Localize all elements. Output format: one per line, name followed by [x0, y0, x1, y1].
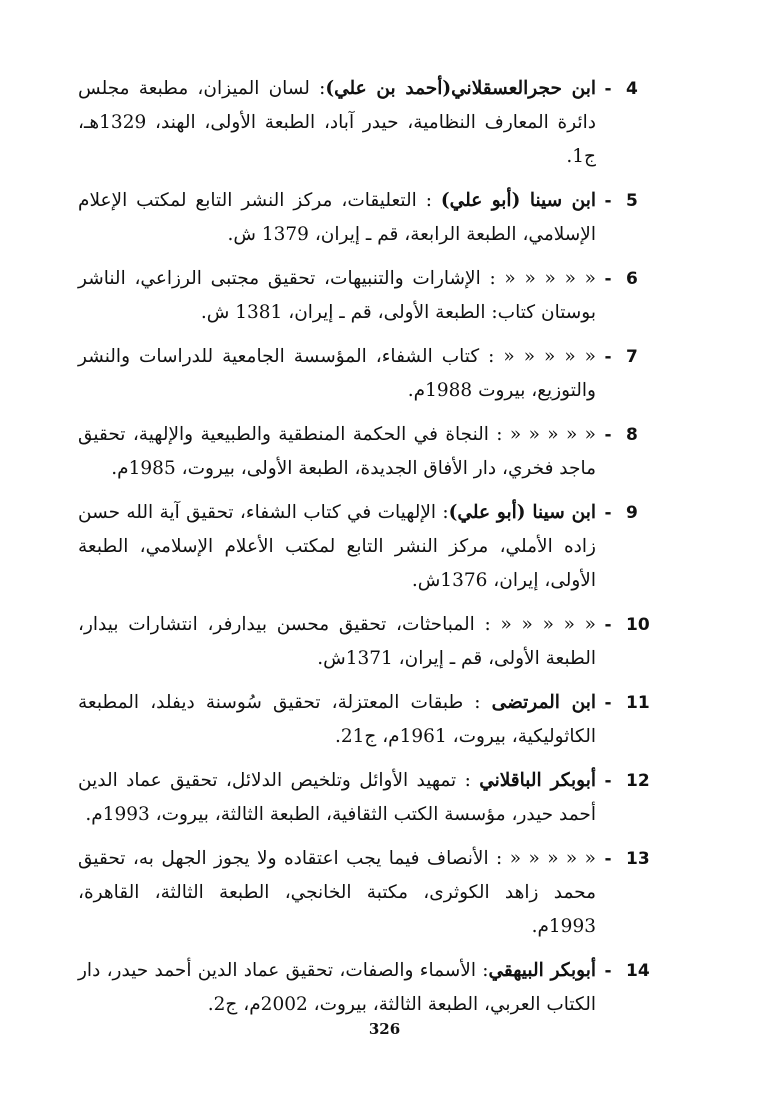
- bibliography-entry-8: [78, 418, 658, 486]
- bibliography-entry-9: [78, 496, 658, 598]
- entry-author: ابن المرتضى: [491, 692, 596, 713]
- entry-body: : تمهيد الأوائل وتلخيص الدلائل، تحقيق عماد الدين أحمد حيدر، مؤسسة الكتب الثقافية، الطبعة الثالثة، بيروت، 1993م.: [78, 770, 596, 825]
- entry-number: 5: [626, 191, 638, 211]
- entry-author: ابن سينا (أبو علي): [448, 502, 596, 523]
- entry-text: [78, 184, 596, 252]
- entry-number: 4: [626, 79, 638, 99]
- entry-dash: -: [604, 693, 612, 713]
- entry-dash: -: [604, 347, 612, 367]
- entry-marker: [596, 496, 658, 530]
- entry-body: : الإلهيات في كتاب الشفاء، تحقيق آية الله حسن زاده الأملي، مركز النشر التابع لمكتب الأعلام الإسلامي، الطبعة الأولى، إيران، 1376ش.: [78, 502, 596, 591]
- entry-dash: -: [604, 269, 612, 289]
- entry-text: [78, 72, 596, 174]
- entry-dash: -: [604, 849, 612, 869]
- entry-dash: -: [604, 771, 612, 791]
- entry-author: ابن سينا (أبو علي): [440, 190, 596, 211]
- entry-text: [78, 842, 596, 944]
- entry-marker: [596, 340, 658, 374]
- entry-body: : لسان الميزان، مطبعة مجلس دائرة المعارف النظامية، حيدر آباد، الطبعة الأولى، الهند، 1329هـ، ج1.: [78, 78, 596, 167]
- entry-body: : التعليقات، مركز النشر التابع لمكتب الإعلام الإسلامي، الطبعة الرابعة، قم ـ إيران، 1379 ش.: [78, 190, 596, 245]
- entry-body: : الأنصاف فيما يجب اعتقاده ولا يجوز الجهل به، تحقيق محمد زاهد الكوثرى، مكتبة الخانجي، الطبعة الثالثة، القاهرة، 1993م.: [78, 848, 596, 937]
- entry-body: : المباحثات، تحقيق محسن بيدارفر، انتشارات بيدار، الطبعة الأولى، قم ـ إيران، 1371ش.: [78, 614, 596, 669]
- entry-marker: [596, 184, 658, 218]
- entry-body: : كتاب الشفاء، المؤسسة الجامعية للدراسات والنشر والتوزيع، بيروت 1988م.: [78, 346, 596, 401]
- entry-author-ditto: « « « « «: [500, 614, 596, 635]
- entry-marker: [596, 608, 658, 642]
- entry-marker: [596, 72, 658, 106]
- entry-marker: [596, 686, 658, 720]
- entry-dash: -: [604, 615, 612, 635]
- entry-author: ابن حجرالعسقلاني(أحمد بن علي): [325, 78, 596, 99]
- bibliography-entry-14: [78, 954, 658, 1022]
- entry-marker: [596, 262, 658, 296]
- entry-number: 9: [626, 503, 638, 523]
- entry-number: 14: [626, 961, 650, 981]
- entry-author-ditto: « « « « «: [509, 848, 596, 869]
- entry-text: [78, 954, 596, 1022]
- entry-dash: -: [604, 79, 612, 99]
- bibliography-entry-13: [78, 842, 658, 944]
- entry-number: 11: [626, 693, 650, 713]
- entry-number: 12: [626, 771, 650, 791]
- bibliography-entry-12: [78, 764, 658, 832]
- entry-body: : النجاة في الحكمة المنطقية والطبيعية والإلهية، تحقيق ماجد فخري، دار الأفاق الجديدة، الطبعة الأولى، بيروت، 1985م.: [78, 424, 596, 479]
- bibliography-list: [78, 72, 658, 1022]
- bibliography-entry-6: [78, 262, 658, 330]
- entry-dash: -: [604, 191, 612, 211]
- entry-marker: [596, 418, 658, 452]
- entry-body: : الأسماء والصفات، تحقيق عماد الدين أحمد حيدر، دار الكتاب العربي، الطبعة الثالثة، بيروت، 2002م، ج2.: [78, 960, 596, 1015]
- entry-marker: [596, 954, 658, 988]
- entry-author: أبوبكر الباقلاني: [479, 770, 596, 791]
- entry-number: 10: [626, 615, 650, 635]
- entry-body: : طبقات المعتزلة، تحقيق سُوسنة ديفلد، المطبعة الكاثوليكية، بيروت، 1961م، ج21.: [78, 692, 596, 747]
- entry-dash: -: [604, 425, 612, 445]
- entry-text: [78, 418, 596, 486]
- entry-text: [78, 608, 596, 676]
- entry-number: 6: [626, 269, 638, 289]
- entry-author-ditto: « « « « «: [503, 346, 596, 367]
- entry-body: : الإشارات والتنبيهات، تحقيق مجتبى الرزاعي، الناشر بوستان كتاب: الطبعة الأولى، قم ـ إيران، 1381 ش.: [78, 268, 596, 323]
- entry-author-ditto: « « « « «: [509, 424, 596, 445]
- entry-text: [78, 686, 596, 754]
- entry-dash: -: [604, 503, 612, 523]
- page-number: 326: [368, 1020, 401, 1038]
- bibliography-entry-11: [78, 686, 658, 754]
- entry-text: [78, 262, 596, 330]
- entry-number: 8: [626, 425, 638, 445]
- entry-text: [78, 764, 596, 832]
- bibliography-entry-5: [78, 184, 658, 252]
- entry-text: [78, 496, 596, 598]
- entry-marker: [596, 764, 658, 798]
- entry-author: أبوبكر البيهقي: [488, 960, 596, 981]
- entry-marker: [596, 842, 658, 876]
- bibliography-entry-7: [78, 340, 658, 408]
- bibliography-entry-10: [78, 608, 658, 676]
- entry-author-ditto: « « « « «: [504, 268, 596, 289]
- entry-number: 7: [626, 347, 638, 367]
- entry-text: [78, 340, 596, 408]
- bibliography-entry-4: [78, 72, 658, 174]
- entry-dash: -: [604, 961, 612, 981]
- entry-number: 13: [626, 849, 650, 869]
